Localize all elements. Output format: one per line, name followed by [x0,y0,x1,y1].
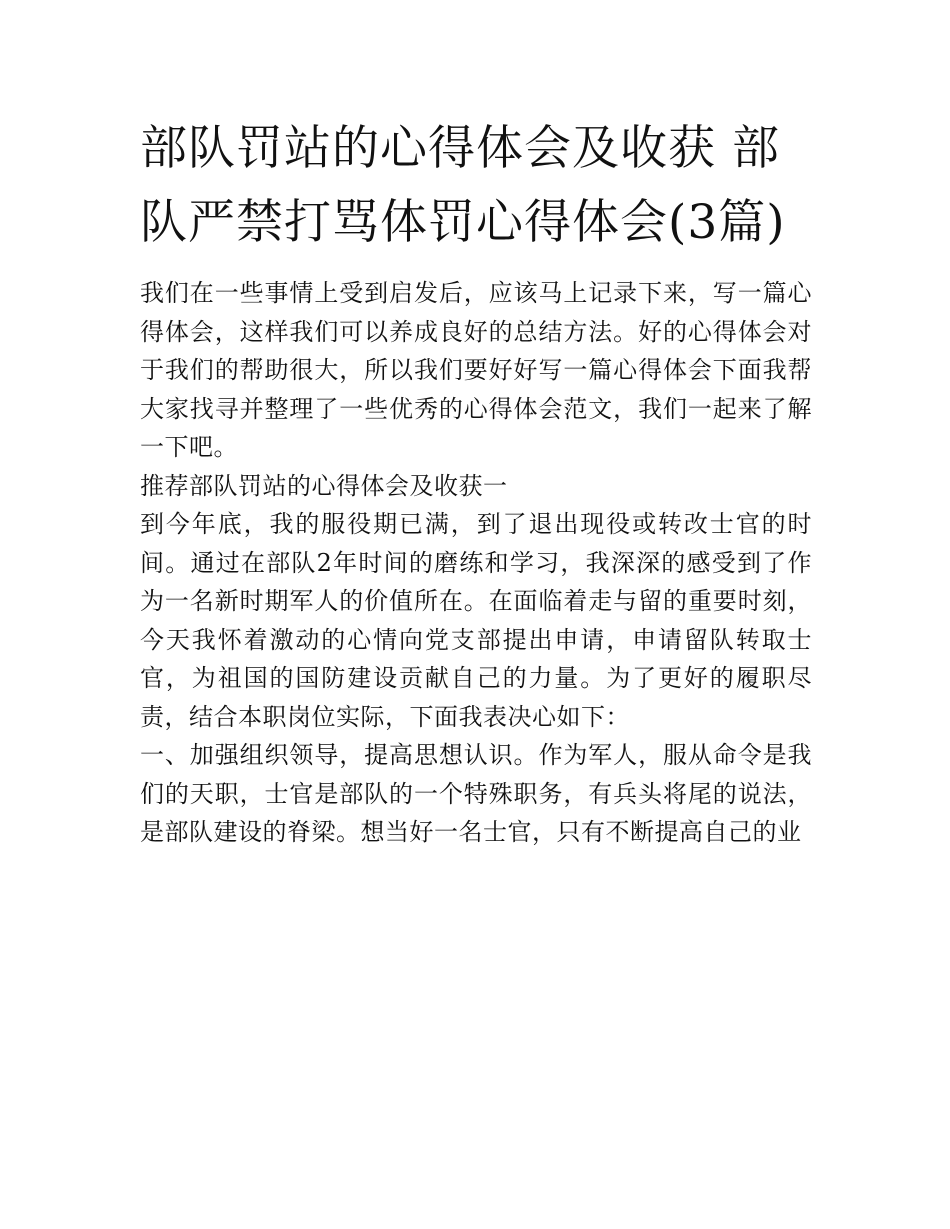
body-paragraph-1: 到今年底，我的服役期已满，到了退出现役或转改士官的时间。通过在部队2年时间的磨练和学习，我深深的感受到了作为一名新时期军人的价值所在。在面临着走与留的重要时刻，今天我怀着激动的心情向党支部提出申请，申请留队转取士官，为祖国的国防建设贡献自己的力量。为了更好的履职尽责，结合本职岗位实际，下面我表决心如下： [140,510,812,731]
document-page [140,112,812,852]
body-paragraph-2: 一、加强组织领导，提高思想认识。作为军人，服从命令是我们的天职，士官是部队的一个特殊职务，有兵头将尾的说法，是部队建设的脊梁。想当好一名士官，只有不断提高自己的业 [140,741,812,846]
document-title: 部队罚站的心得体会及收获 部队严禁打骂体罚心得体会(3篇) [140,121,786,250]
section-heading: 推荐部队罚站的心得体会及收获一 [140,471,508,500]
intro-paragraph: 我们在一些事情上受到启发后，应该马上记录下来，写一篇心得体会，这样我们可以养成良好的总结方法。好的心得体会对于我们的帮助很大，所以我们要好好写一篇心得体会下面我帮大家找寻并整理了一些优秀的心得体会范文，我们一起来了解一下吧。 [140,279,812,461]
